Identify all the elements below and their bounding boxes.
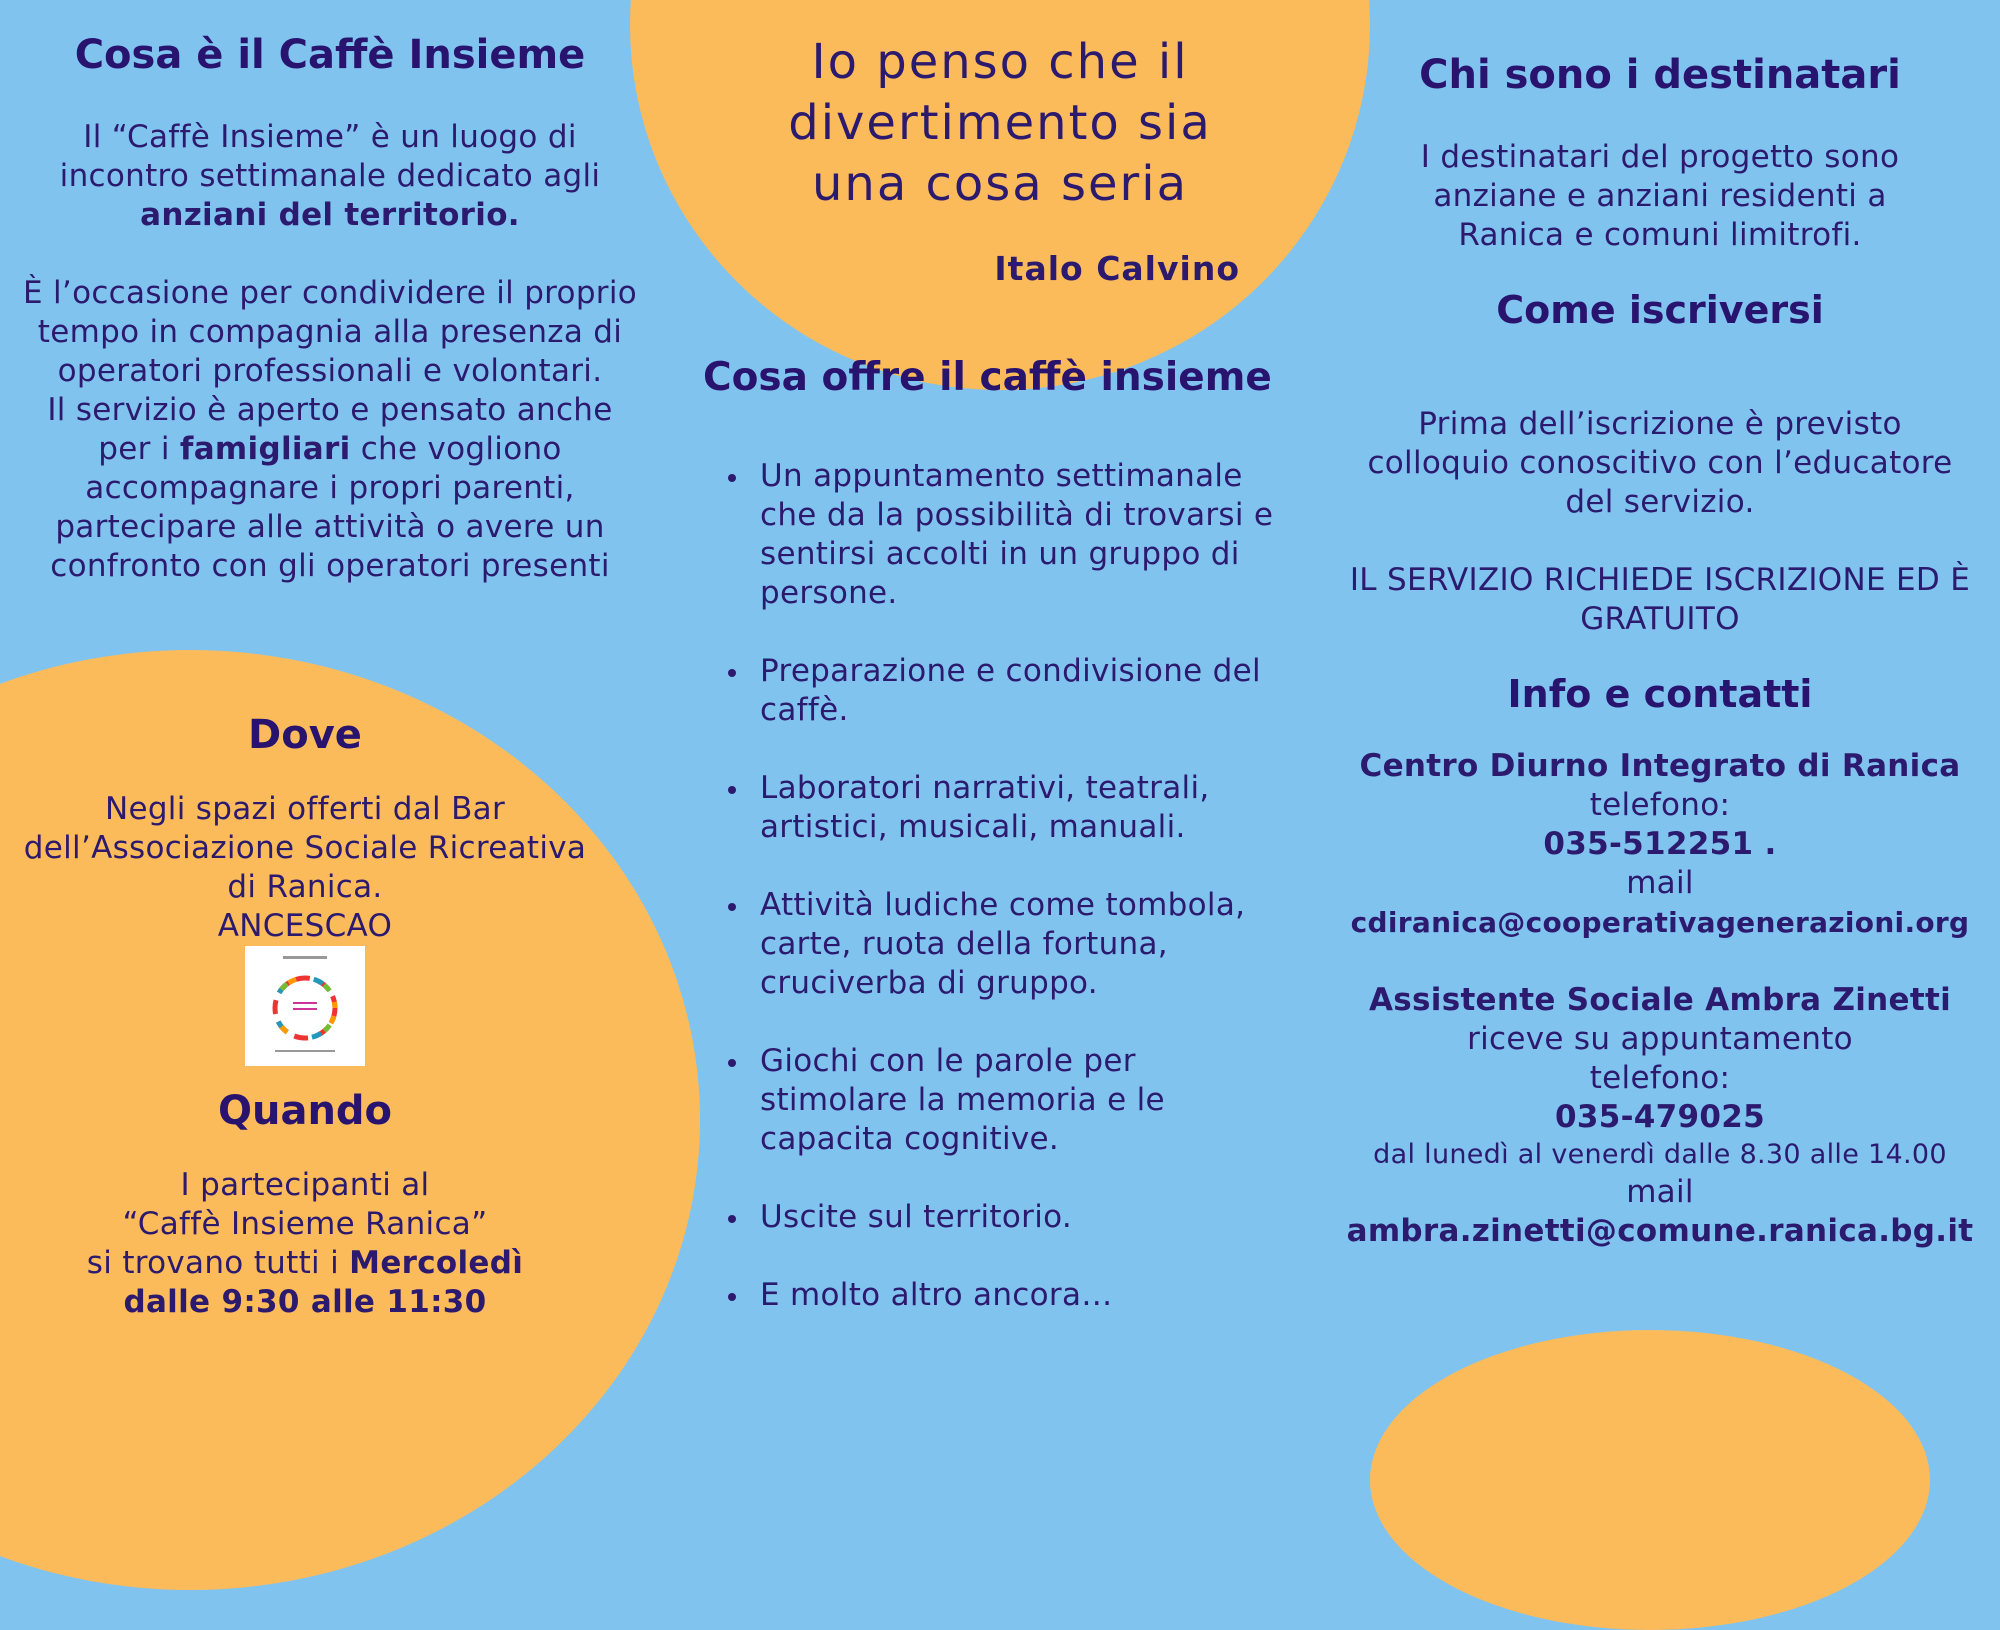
dove-org: ANCESCAO: [217, 908, 393, 944]
heading-destinatari: Chi sono i destinatari: [1419, 52, 1901, 98]
heading-quando: Quando: [217, 1088, 393, 1134]
offer-item: Attività ludiche come tombola, carte, ruota della fortuna, cruciverba di gruppo.: [720, 886, 1290, 1003]
quando-line-3: [20, 1244, 590, 1283]
offer-list: [640, 457, 1290, 1315]
left-panel: [20, 30, 640, 1320]
as-mail-label: mail: [1626, 1174, 1694, 1210]
intro-highlight: anziani del territorio.: [140, 197, 520, 233]
service-paragraph: [20, 391, 640, 586]
offer-item: Uscite sul territorio.: [720, 1198, 1290, 1237]
intro-text: Il “Caffè Insieme” è un luogo di incontro settimanale dedicato agli: [59, 119, 601, 194]
quando-time: dalle 9:30 alle 11:30: [123, 1284, 487, 1320]
offer-item: Laboratori narrativi, teatrali, artistici, musicali, manuali.: [720, 769, 1290, 847]
offer-item: Giochi con le parole per stimolare la memoria e le capacita cognitive.: [720, 1042, 1290, 1159]
as-note: riceve su appuntamento: [1467, 1021, 1853, 1057]
dove-section: [20, 710, 590, 1322]
cdi-tel-label: telefono:: [1589, 787, 1731, 823]
quando-day: Mercoledì: [349, 1245, 524, 1281]
occasion-paragraph: È l’occasione per condividere il proprio tempo in compagnia alla presenza di operatori professionali e volontari.: [22, 275, 638, 389]
quote-line-1: Io penso che il: [811, 34, 1189, 90]
service-text-b: che vogliono accompagnare i propri parenti, partecipare alle attività o avere un confronto con gli operatori presenti: [50, 431, 610, 584]
cdi-mail-link[interactable]: cdiranica@cooperativagenerazioni.org: [1350, 906, 1970, 939]
destinatari-text: I destinatari del progetto sono anziane e anziani residenti a Ranica e comuni limitrofi.: [1420, 139, 1900, 253]
right-panel: [1340, 50, 1980, 1251]
quando-text: si trovano tutti i: [86, 1245, 340, 1281]
cdi-name: Centro Diurno Integrato di Ranica: [1359, 748, 1961, 784]
heading-offer: Cosa offre il caffè insieme: [703, 355, 1272, 400]
as-tel-label: telefono:: [1589, 1060, 1731, 1096]
quote-author: Italo Calvino: [994, 249, 1240, 288]
quote-line-3: una cosa seria: [812, 156, 1188, 212]
iscriversi-note: IL SERVIZIO RICHIEDE ISCRIZIONE ED È GRATUITO: [1349, 562, 1971, 637]
iscriversi-text: Prima dell’iscrizione è previsto colloquio conoscitivo con l’educatore del servizio.: [1367, 406, 1953, 520]
decor-circle-bottom-right: [1370, 1330, 1930, 1630]
heading-dove: Dove: [248, 712, 362, 758]
cdi-mail-label: mail: [1626, 865, 1694, 901]
heading-info: Info e contatti: [1507, 672, 1813, 716]
cdi-tel[interactable]: 035-512251 .: [1543, 826, 1777, 862]
dove-text: Negli spazi offerti dal Bar dell’Associazione Sociale Ricreativa di Ranica.: [23, 791, 587, 905]
quote: [640, 32, 1360, 215]
quando-line-1: I partecipanti al: [180, 1167, 430, 1203]
offer-item: Un appuntamento settimanale che da la possibilità di trovarsi e sentirsi accolti in un gruppo di persone.: [720, 457, 1290, 613]
as-tel[interactable]: 035-479025: [1555, 1099, 1765, 1135]
as-mail-link[interactable]: ambra.zinetti@comune.ranica.bg.it: [1346, 1213, 1974, 1249]
offer-item: E molto altro ancora…: [720, 1276, 1290, 1315]
heading-cosa-e: Cosa è il Caffè Insieme: [74, 32, 586, 78]
as-name: Assistente Sociale Ambra Zinetti: [1368, 982, 1952, 1018]
middle-panel: [640, 30, 1360, 1354]
heading-iscriversi: Come iscriversi: [1496, 288, 1824, 332]
intro-paragraph: [20, 118, 640, 235]
offer-item: Preparazione e condivisione del caffè.: [720, 652, 1290, 730]
quando-line-2: “Caffè Insieme Ranica”: [122, 1206, 488, 1242]
as-hours: dal lunedì al venerdì dalle 8.30 alle 14.00: [1373, 1139, 1947, 1170]
quote-line-2: divertimento sia: [788, 95, 1212, 151]
service-text-a: Il servizio è aperto e pensato anche per i: [47, 392, 613, 467]
ancescao-logo-icon: [245, 946, 365, 1066]
service-highlight: famigliari: [179, 431, 351, 467]
